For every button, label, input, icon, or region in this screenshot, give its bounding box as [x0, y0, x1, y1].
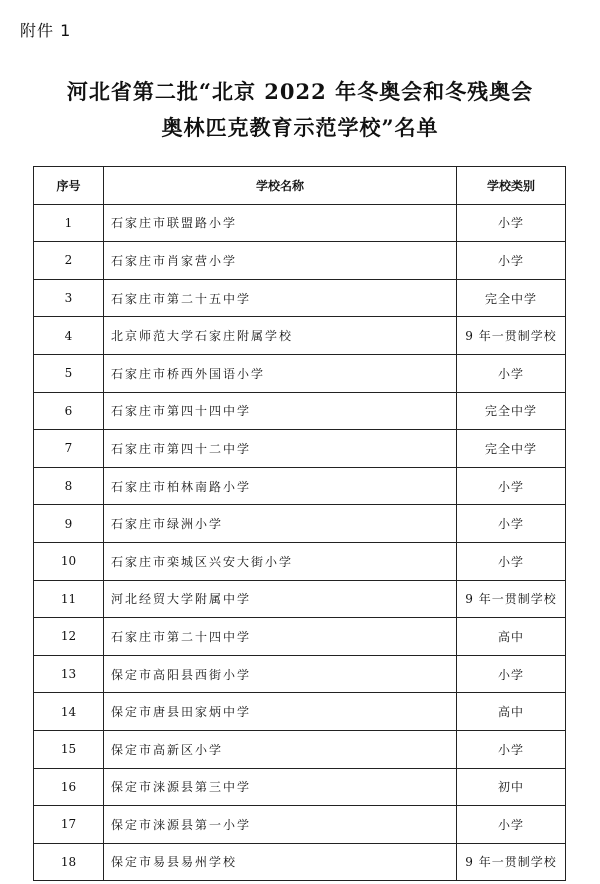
school-name-cell: 石家庄市第二十四中学	[104, 618, 457, 656]
serial-number-cell: 8	[34, 467, 104, 505]
school-name-cell: 保定市高阳县西街小学	[104, 655, 457, 693]
table-row	[34, 580, 566, 618]
header-school-name: 学校名称	[104, 167, 457, 205]
table-row	[34, 505, 566, 543]
school-name-cell: 石家庄市栾城区兴安大街小学	[104, 542, 457, 580]
table-row	[34, 279, 566, 317]
school-name-cell: 石家庄市柏林南路小学	[104, 467, 457, 505]
school-name-cell: 保定市易县易州学校	[104, 843, 457, 881]
serial-number-cell: 11	[34, 580, 104, 618]
header-serial-number: 序号	[34, 167, 104, 205]
school-type-cell: 小学	[457, 354, 566, 392]
school-name-cell: 保定市涞源县第三中学	[104, 768, 457, 806]
document-title-line-2: 奥林匹克教育示范学校”名单	[161, 115, 439, 140]
school-type-cell: 小学	[457, 655, 566, 693]
serial-number-cell: 16	[34, 768, 104, 806]
table-row	[34, 242, 566, 280]
school-type-cell: 9 年一贯制学校	[457, 317, 566, 355]
table-row	[34, 730, 566, 768]
serial-number-cell: 13	[34, 655, 104, 693]
table-row	[34, 618, 566, 656]
school-name-cell: 石家庄市肖家营小学	[104, 242, 457, 280]
serial-number-cell: 9	[34, 505, 104, 543]
table-row	[34, 843, 566, 881]
serial-number-cell: 2	[34, 242, 104, 280]
school-name-cell: 河北经贸大学附属中学	[104, 580, 457, 618]
school-name-cell: 保定市高新区小学	[104, 730, 457, 768]
serial-number-cell: 17	[34, 806, 104, 844]
school-type-cell: 小学	[457, 542, 566, 580]
school-name-cell: 石家庄市第四十四中学	[104, 392, 457, 430]
serial-number-cell: 15	[34, 730, 104, 768]
table-row	[34, 204, 566, 242]
table-body	[34, 204, 566, 881]
school-type-cell: 小学	[457, 467, 566, 505]
school-type-cell: 初中	[457, 768, 566, 806]
document-title-line-1: 河北省第二批“北京 2022 年冬奥会和冬残奥会	[66, 79, 534, 104]
serial-number-cell: 14	[34, 693, 104, 731]
school-name-cell: 石家庄市第四十二中学	[104, 430, 457, 468]
serial-number-cell: 10	[34, 542, 104, 580]
serial-number-cell: 7	[34, 430, 104, 468]
school-type-cell: 小学	[457, 204, 566, 242]
school-type-cell: 小学	[457, 806, 566, 844]
school-type-cell: 完全中学	[457, 392, 566, 430]
school-type-cell: 完全中学	[457, 430, 566, 468]
table-row	[34, 542, 566, 580]
table-row	[34, 430, 566, 468]
serial-number-cell: 12	[34, 618, 104, 656]
serial-number-cell: 1	[34, 204, 104, 242]
school-name-cell: 北京师范大学石家庄附属学校	[104, 317, 457, 355]
school-type-cell: 高中	[457, 618, 566, 656]
serial-number-cell: 6	[34, 392, 104, 430]
attachment-label: 附件 1	[20, 21, 72, 40]
table-row	[34, 768, 566, 806]
serial-number-cell: 3	[34, 279, 104, 317]
school-type-cell: 9 年一贯制学校	[457, 580, 566, 618]
serial-number-cell: 4	[34, 317, 104, 355]
table-row	[34, 317, 566, 355]
school-name-cell: 石家庄市桥西外国语小学	[104, 354, 457, 392]
school-type-cell: 完全中学	[457, 279, 566, 317]
school-type-cell: 高中	[457, 693, 566, 731]
header-school-type: 学校类别	[457, 167, 566, 205]
school-name-cell: 石家庄市绿洲小学	[104, 505, 457, 543]
table-row	[34, 655, 566, 693]
table-row	[34, 354, 566, 392]
school-type-cell: 小学	[457, 505, 566, 543]
serial-number-cell: 5	[34, 354, 104, 392]
table-row	[34, 806, 566, 844]
school-type-cell: 9 年一贯制学校	[457, 843, 566, 881]
table-header-row	[34, 167, 566, 205]
school-name-cell: 石家庄市联盟路小学	[104, 204, 457, 242]
school-type-cell: 小学	[457, 730, 566, 768]
table-row	[34, 392, 566, 430]
school-name-cell: 保定市涞源县第一小学	[104, 806, 457, 844]
school-name-cell: 石家庄市第二十五中学	[104, 279, 457, 317]
school-type-cell: 小学	[457, 242, 566, 280]
table-row	[34, 467, 566, 505]
serial-number-cell: 18	[34, 843, 104, 881]
school-name-cell: 保定市唐县田家炳中学	[104, 693, 457, 731]
table-row	[34, 693, 566, 731]
school-list-table	[33, 166, 566, 881]
